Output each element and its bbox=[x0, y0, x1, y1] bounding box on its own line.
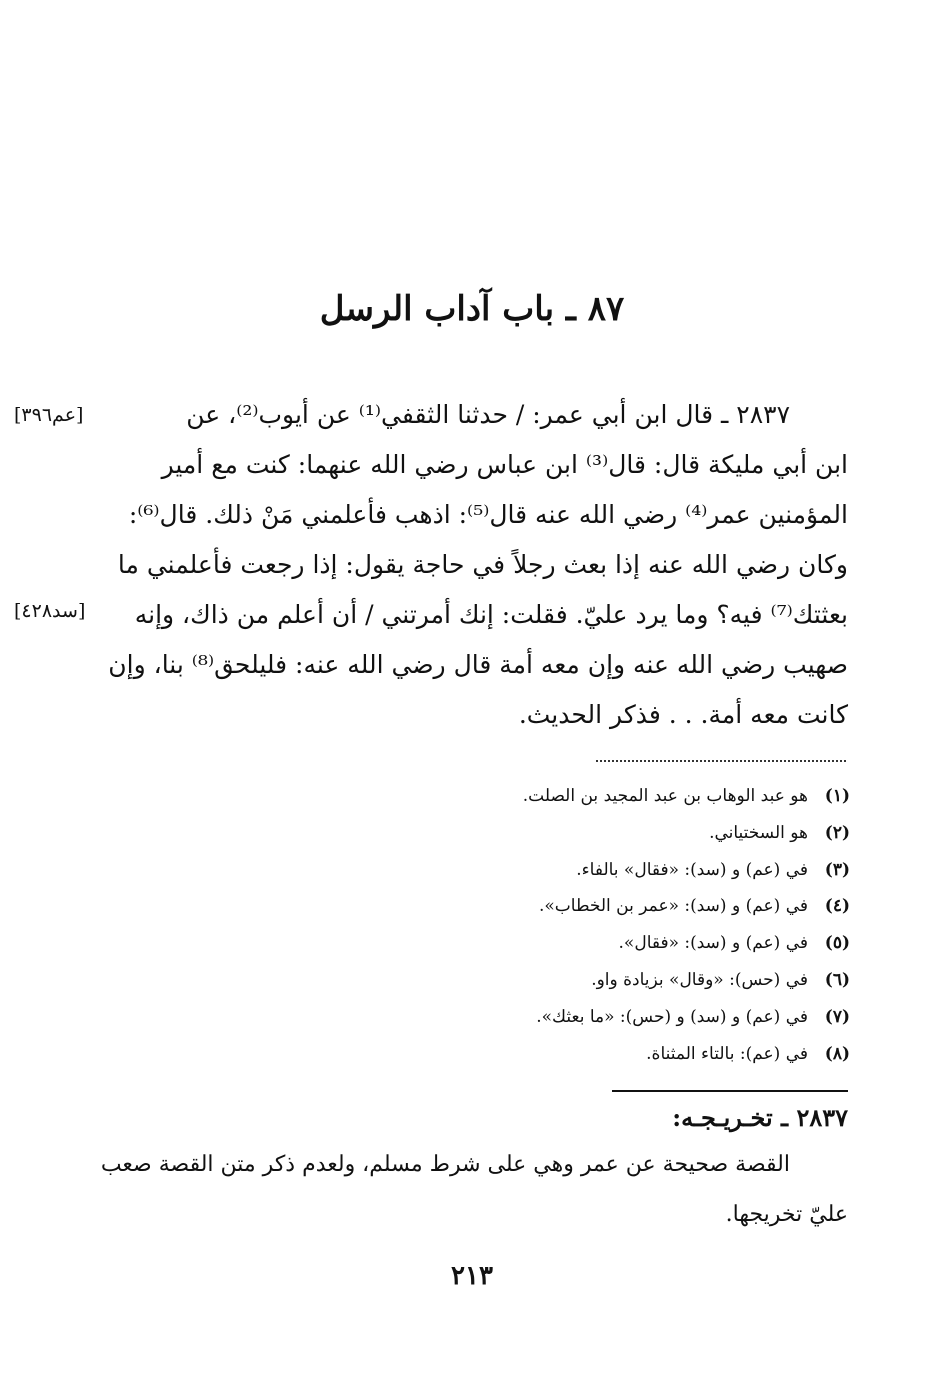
footnote-separator bbox=[596, 760, 846, 764]
footnote-text: في (عم) و (سد): «عمر بن الخطاب». bbox=[538, 896, 808, 917]
chapter-title: ٨٧ ـ باب آداب الرسل bbox=[319, 289, 625, 329]
footnote-number: (٥) bbox=[824, 933, 850, 954]
footnote-number: (٣) bbox=[824, 859, 850, 880]
footnote-text: في (عم) و (سد): «فقال». bbox=[618, 933, 808, 954]
footnote-item bbox=[130, 1036, 850, 1073]
footnote-number: (٨) bbox=[824, 1043, 850, 1064]
footnote-text: هو السختياني. bbox=[709, 822, 808, 843]
footnote-item bbox=[130, 852, 850, 889]
takhrij-line: عليّ تخريجها. bbox=[725, 1202, 848, 1227]
footnote-number: (١) bbox=[824, 786, 850, 806]
hadith-line: المؤمنين عمر⁽⁴⁾ رضي الله عنه قال⁽⁵⁾: اذهب فأعلمني مَنْ ذلك. قال⁽⁶⁾: bbox=[128, 500, 848, 529]
hadith-line: وكان رضي الله عنه إذا بعث رجلاً في حاجة يقول: إذا رجعت فأعلمني ما bbox=[117, 550, 848, 579]
hadith-line: كانت معه أمة. . . فذكر الحديث. bbox=[518, 700, 848, 729]
takhrij-heading: ٢٨٣٧ ـ تخـريـجـه: bbox=[672, 1103, 848, 1132]
footnote-item bbox=[130, 925, 850, 962]
footnote-text: في (عم) و (سد) و (حس): «ما بعثك». bbox=[536, 1006, 808, 1027]
footnote-text: في (عم): بالتاء المثناة. bbox=[646, 1043, 808, 1064]
footnote-number: (٤) bbox=[824, 896, 850, 917]
footnote-text: هو عبد الوهاب بن عبد المجيد بن الصلت. bbox=[522, 786, 808, 806]
footnote-number: (٧) bbox=[824, 1006, 850, 1027]
hadith-text bbox=[108, 390, 848, 740]
hadith-line: ٢٨٣٧ ـ قال ابن أبي عمر: / حدثنا الثقفي⁽¹⁾ عن أيوب⁽²⁾، عن bbox=[186, 400, 790, 429]
hadith-line: ابن أبي مليكة قال: قال⁽³⁾ ابن عباس رضي الله عنهما: كنت مع أمير bbox=[161, 450, 848, 479]
manuscript-ref-margin: [سد٤٢٨] bbox=[14, 600, 86, 622]
footnote-item bbox=[130, 999, 850, 1036]
manuscript-ref-margin: [عم٣٩٦] bbox=[14, 404, 84, 426]
footnote-item bbox=[130, 888, 850, 925]
hadith-line: صهيب رضي الله عنه وإن معه أمة قال رضي الله عنه: فليلحق⁽⁸⁾ بنا، وإن bbox=[108, 650, 848, 679]
footnote-number: (٢) bbox=[824, 822, 850, 843]
footnote-item bbox=[130, 778, 850, 815]
takhrij-rule bbox=[612, 1090, 848, 1092]
takhrij-text bbox=[100, 1140, 848, 1240]
footnote-item bbox=[130, 815, 850, 852]
hadith-line: بعثتك⁽⁷⁾ فيه؟ وما يرد عليّ. فقلت: إنك أمرتني / أن أعلم من ذاك، وإنه bbox=[134, 600, 848, 629]
page-number: ٢١٣ bbox=[451, 1261, 493, 1291]
footnotes-list bbox=[130, 778, 850, 1072]
takhrij-line: القصة صحيحة عن عمر وهي على شرط مسلم، ولعدم ذكر متن القصة صعب bbox=[100, 1152, 790, 1177]
footnote-number: (٦) bbox=[824, 969, 850, 990]
footnote-text: في (حس): «وقال» بزيادة واو. bbox=[591, 969, 808, 990]
footnote-text: في (عم) و (سد): «فقال» بالفاء. bbox=[576, 859, 808, 880]
footnote-item bbox=[130, 962, 850, 999]
